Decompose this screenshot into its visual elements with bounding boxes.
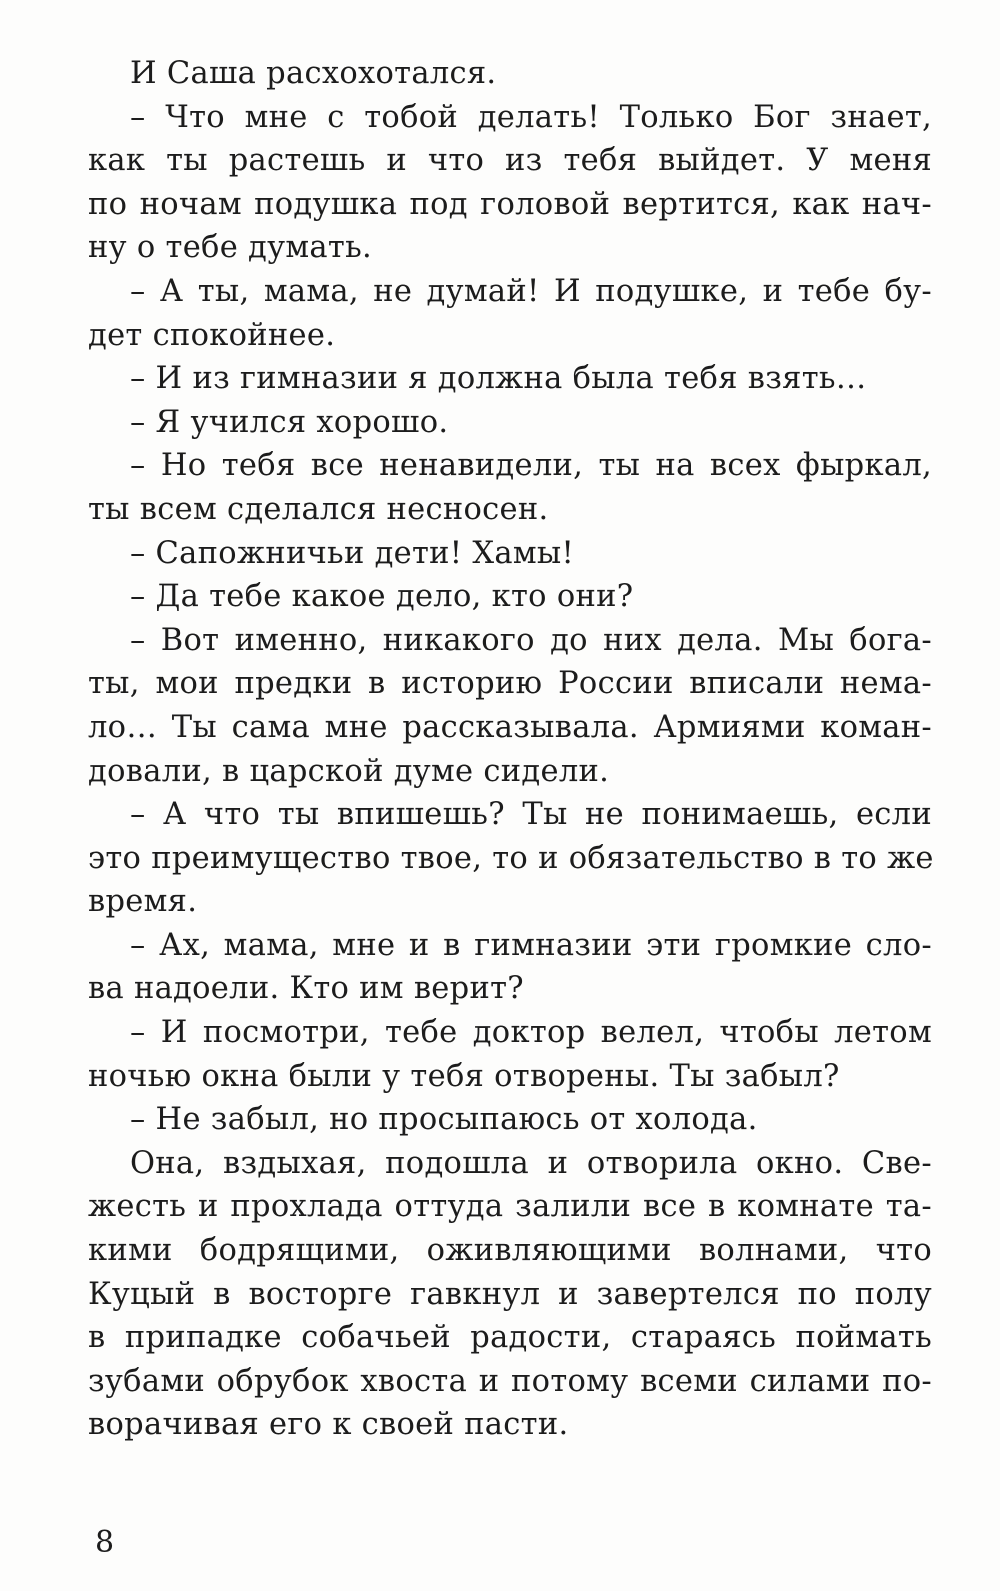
text-line: И Саша расхохотался. [130,56,497,91]
text-line: ты, мои предки в историю России вписали нема- [88,666,932,702]
text-line: жесть и прохлада оттуда залили все в комнате та- [88,1189,932,1225]
text-line: кими бодрящими, оживляющими волнами, что [88,1233,932,1269]
text-line: – Я учился хорошо. [130,404,449,440]
text-line: по ночам подушка под головой вертится, как нач- [88,186,932,222]
text-line: – И посмотри, тебе доктор велел, чтобы летом [130,1015,932,1051]
text-line: ну о тебе думать. [88,230,372,266]
text-line: – Что мне с тобой делать! Только Бог знает, [130,99,932,135]
text-line: это преимущество твое, то и обязательство в то же [88,840,934,876]
text-line: дет спокойнее. [88,317,336,353]
page-number: 8 [95,1525,115,1560]
text-line: в припадке собачьей радости, стараясь поймать [88,1320,932,1356]
text-line: – Вот именно, никакого до них дела. Мы бога- [130,622,932,658]
text-line: – И из гимназии я должна была тебя взять… [130,361,867,397]
text-line: – А что ты впишешь? Ты не понимаешь, если [130,797,932,833]
text-line: как ты растешь и что из тебя выйдет. У меня [88,143,932,179]
text-line: – Ах, мама, мне и в гимназии эти громкие сло- [130,927,932,963]
text-line: зубами обрубок хвоста и потому всеми силами по- [88,1363,932,1399]
text-line: – Да тебе какое дело, кто они? [130,579,634,615]
text-line: Куцый в восторге гавкнул и завертелся по полу [88,1276,932,1312]
text-line: ворачивая его к своей пасти. [88,1407,569,1443]
text-line: – Сапожничьи дети! Хамы! [130,535,574,571]
body-text [88,52,932,1447]
text-line: ло… Ты сама мне рассказывала. Армиями коман- [88,709,932,745]
text-line: – Но тебя все ненавидели, ты на всех фыркал, [130,448,932,484]
text-line: ва надоели. Кто им верит? [88,971,524,1007]
text-line: ты всем сделался несносен. [88,491,549,527]
text-line: довали, в царской думе сидели. [88,753,610,789]
text-line: – Не забыл, но просыпаюсь от холода. [130,1102,758,1138]
text-line: ночью окна были у тебя отворены. Ты забыл? [88,1058,840,1094]
text-line: время. [88,884,198,920]
text-line: Она, вздыхая, подошла и отворила окно. Све- [130,1145,932,1181]
text-line: – А ты, мама, не думай! И подушке, и тебе бу- [130,273,932,309]
